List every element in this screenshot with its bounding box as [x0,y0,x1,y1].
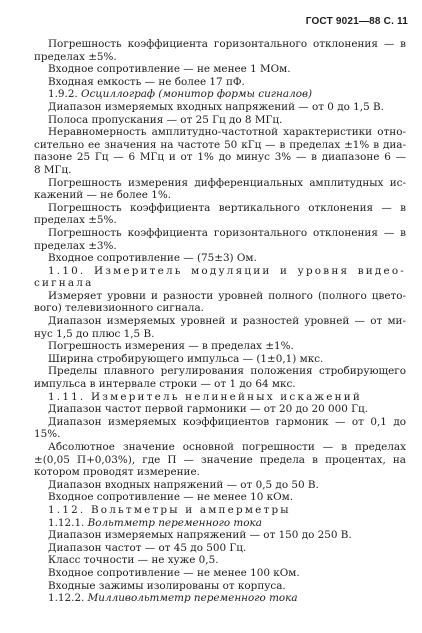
text-line: 1.10. Измеритель модуляции и уровня видео- [48,264,406,277]
text-line: 8 МГц. [34,163,72,176]
text-line: Ширина стробирующего импульса — (1±0,1) мкс. [48,352,324,365]
text-line: Входное сопротивление — не менее 10 кОм. [48,491,294,504]
text-line: Диапазон измеряемых входных напряжений — от 0 до 1,5 В. [48,100,384,113]
text-line: Диапазон входных напряжений — от 0,5 до 50 В. [48,478,319,491]
text-line: 1.9.2. Осциллограф (монитор формы сигналов) [48,88,313,101]
text-line: ±(0,05 П+0,03%), где П — значение предела в процентах, на [34,453,406,466]
text-line: импульса в интервале строки — от 1 до 64 мкс. [34,378,296,391]
text-line: пределах ±5%. [34,214,117,227]
text-line: вого) телевизионного сигнала. [34,302,204,315]
text-line: Диапазон измеряемых уровней и разностей уровней — от ми- [48,315,406,328]
text-line: Входные зажимы изолированы от корпуса. [48,579,286,592]
text-line: Полоса пропускания — от 25 Гц до 8 МГц. [48,113,283,126]
text-line: 1.11. Измеритель нелинейных искажений [48,390,363,403]
text-line: Входное сопротивление — (75±3) Ом. [48,252,257,265]
page-header: ГОСТ 9021—88 С. 11 [305,16,408,27]
text-line: 1.12. Вольтметры и амперметры [48,503,291,516]
text-line: Входная емкость — не более 17 пФ. [48,75,245,88]
text-line: Измеряет уровни и разности уровней полного (полного цвето- [48,289,406,302]
text-line: Диапазон измеряемых напряжений — от 150 до 250 В. [48,529,352,542]
text-line: Входное сопротивление — не менее 100 кОм. [48,566,300,579]
text-line: пределах ±3%. [34,239,117,252]
text-line: Входное сопротивление — не менее 1 МОм. [48,63,291,76]
text-line: сигнала [34,277,94,290]
text-line: 1.12.1. Вольтметр переменного тока [48,516,262,529]
text-line: Класс точности — не хуже 0,5. [48,554,219,567]
text-line: Погрешность коэффициента вертикального отклонения — в [48,201,406,214]
text-line: нус 1,5 до плюс 1,5 В. [34,327,155,340]
text-line: пазоне 25 Гц — 6 МГц и от 1% до минус 3% — в диапазоне 6 — [34,151,406,164]
text-line: сительно ее значения на частоте 50 кГц — в пределах ±1% в диа- [34,138,406,151]
text-line: пределах ±5%. [34,50,117,63]
text-line: Диапазон частот первой гармоники — от 20 до 20 000 Гц. [48,403,369,416]
text-line: котором проводят измерение. [34,466,200,479]
text-line: Диапазон частот — от 45 до 500 Гц. [48,541,247,554]
text-line: кажений — не более 1%. [34,189,172,202]
text-line: Погрешность коэффициента горизонтального отклонения — в [48,226,406,239]
text-line: Абсолютное значение основной погрешности — в пределах [48,441,406,453]
text-line: 15%. [34,428,61,441]
text-line: Диапазон измеряемых коэффициентов гармоник — от 0,1 до [48,415,406,428]
document-body [34,38,406,605]
text-line: Погрешность коэффициента горизонтального отклонения — в [48,38,406,50]
text-line: Погрешность измерения — в пределах ±1%. [48,340,294,353]
text-line: Пределы плавного регулирования положения стробирующего [48,365,406,378]
text-line: Погрешность измерения дифференциальных амплитудных ис- [48,176,406,189]
text-line: Неравномерность амплитудно-частотной характеристики отно- [48,126,406,139]
text-line: 1.12.2. Милливольтметр переменного тока [48,592,298,605]
